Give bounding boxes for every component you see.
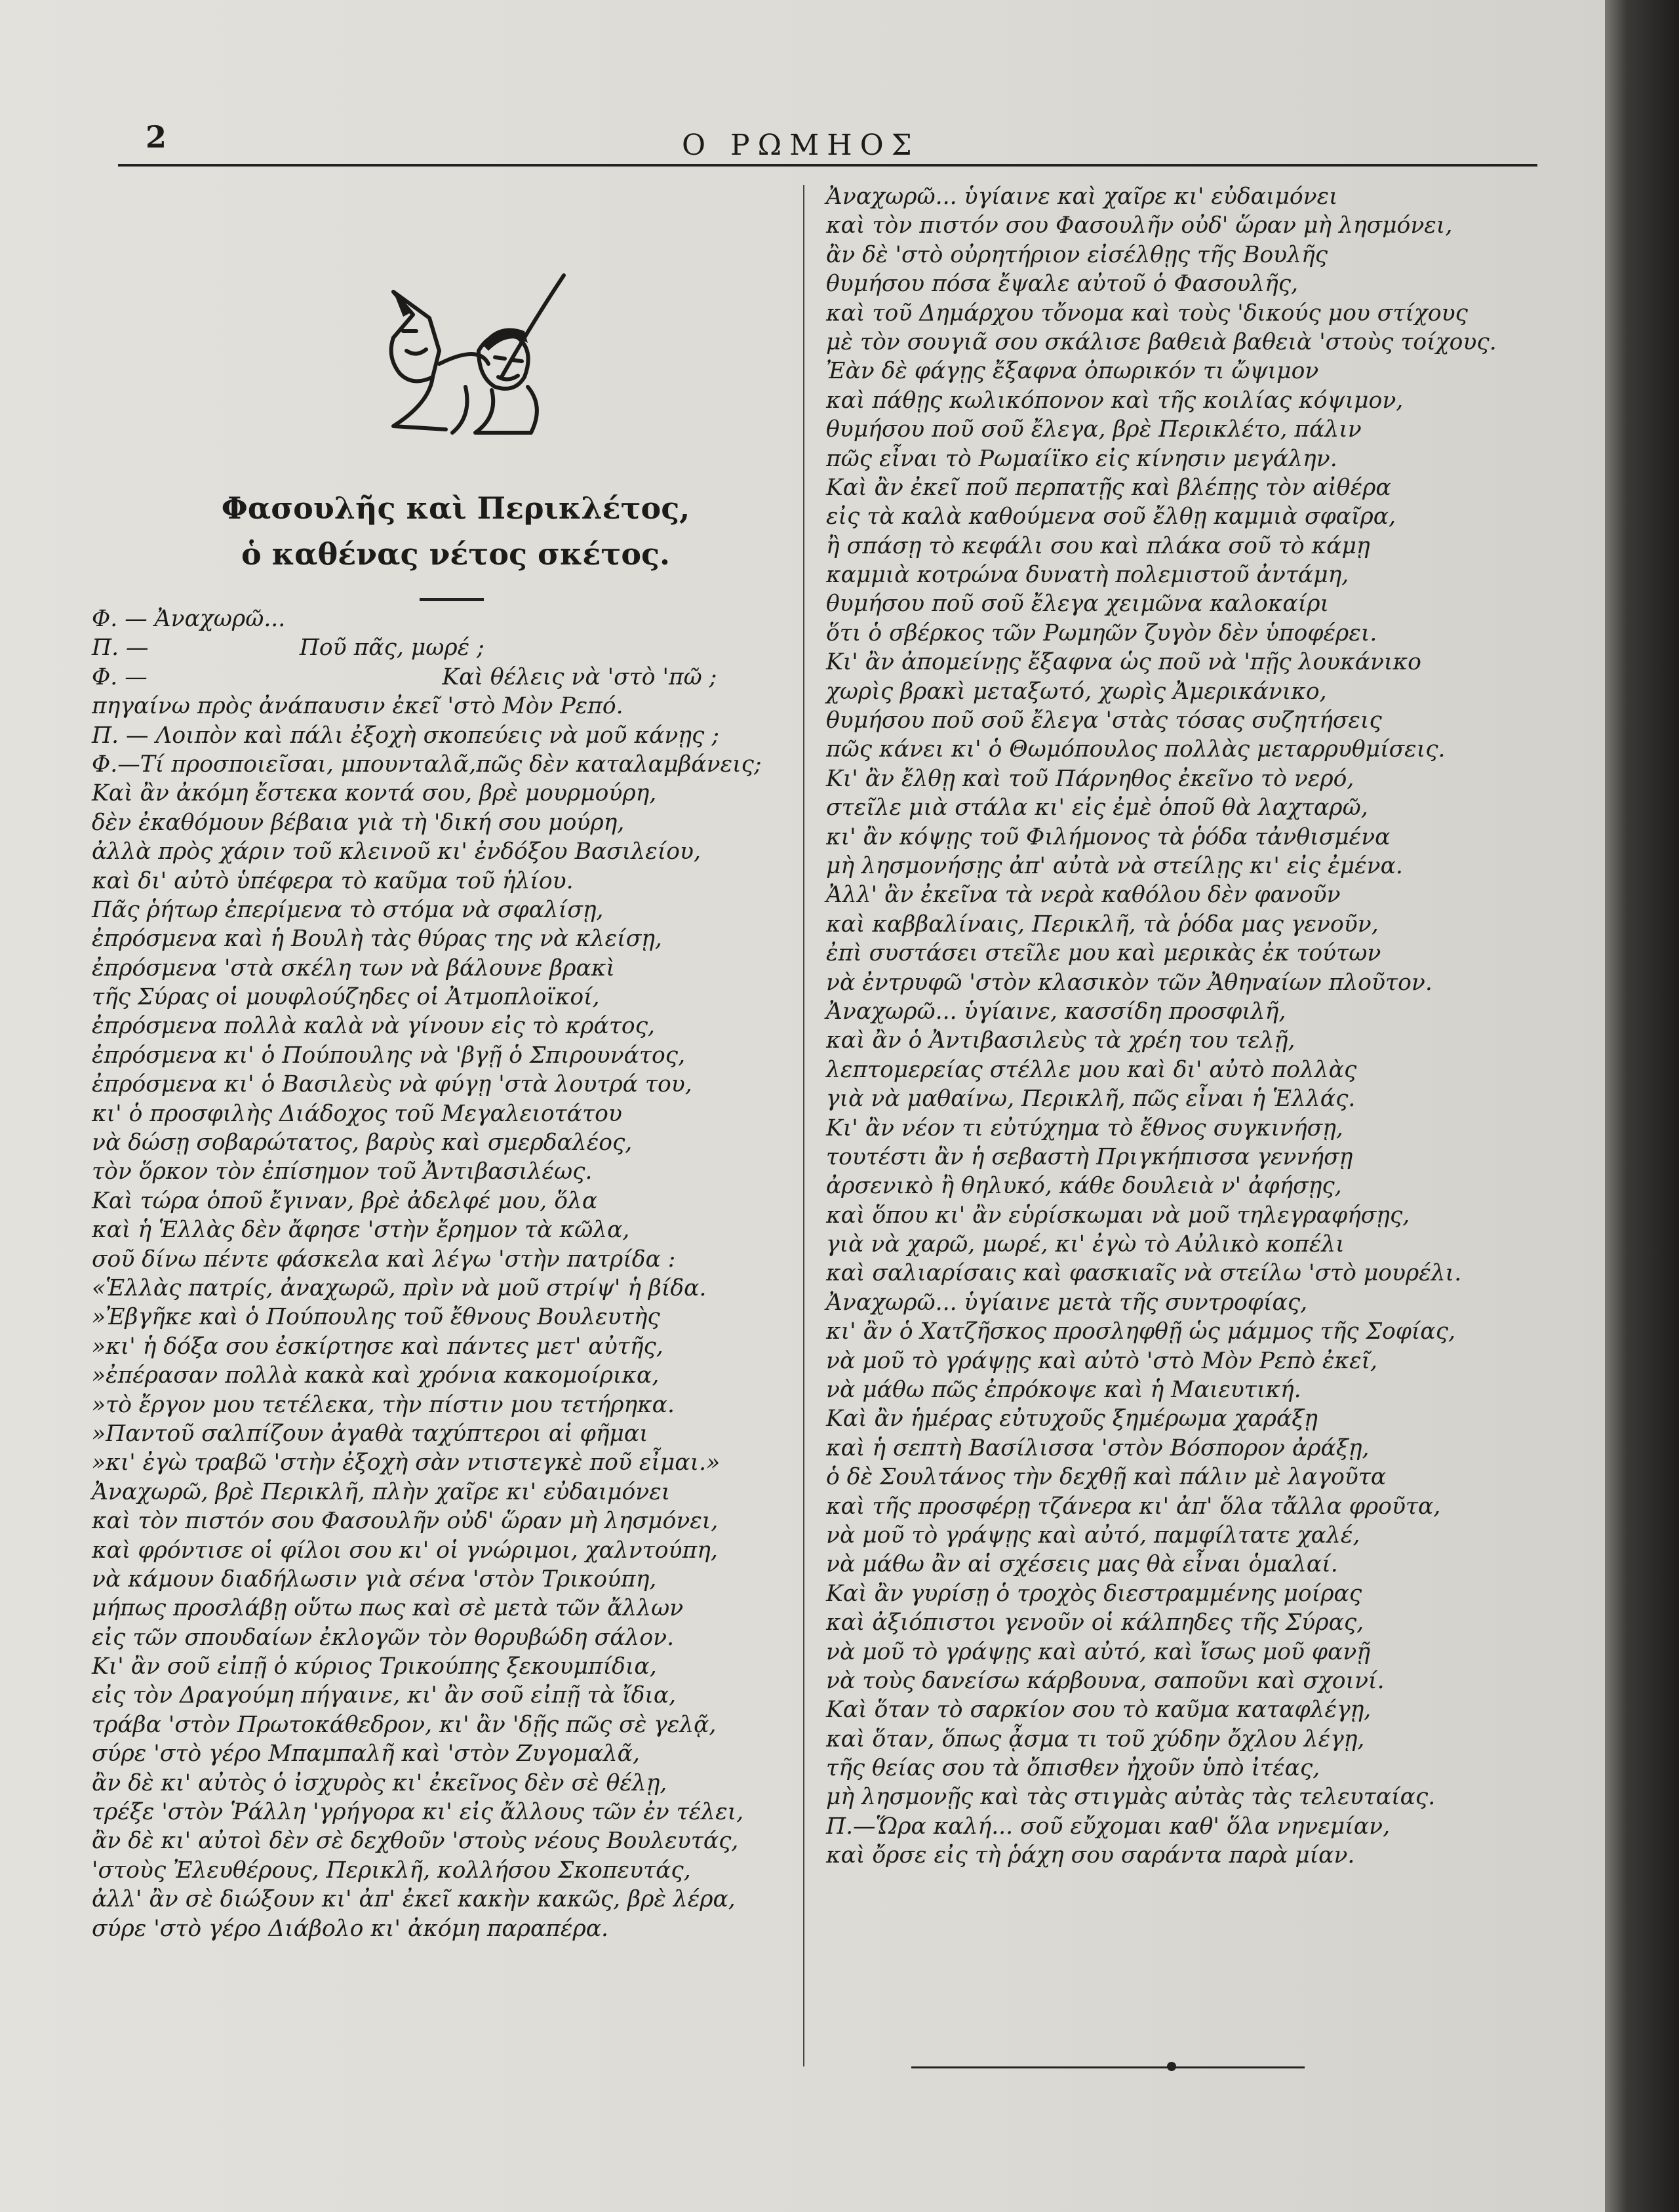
verse-line: δὲν ἐκαθόμουν βέβαια γιὰ τὴ 'δική σου μούρη, (92, 809, 625, 836)
verse-line: κι' ἂν κόψῃς τοῦ Φιλήμονος τὰ ῥόδα τἀνθισμένα (826, 823, 1391, 850)
verse-line: καὶ ὄρσε εἰς τὴ ῥάχη σου σαράντα παρὰ μίαν. (826, 1842, 1355, 1869)
right-column (826, 182, 1554, 1870)
verse-line: Φ.—Τί προσποιεῖσαι, μπουνταλᾶ,πῶς δὲν καταλαμβάνεις; (92, 751, 762, 778)
verse-line: εἰς τῶν σπουδαίων ἐκλογῶν τὸν θορυβώδη σάλον. (92, 1624, 675, 1651)
verse-line: τὸν ὅρκον τὸν ἐπίσημον τοῦ Ἀντιβασιλέως. (92, 1158, 593, 1185)
verse-line: Κι' ἂν ἀπομείνῃς ἔξαφνα ὡς ποῦ νὰ 'πῇς λουκάνικο (826, 649, 1421, 676)
verse-line: Κι' ἂν νέον τι εὐτύχημα τὸ ἔθνος συγκινήσῃ, (826, 1115, 1343, 1141)
verse-line: καὶ ἀξιόπιστοι γενοῦν οἱ κάλπηδες τῆς Σύρας, (826, 1610, 1364, 1636)
verse-line: Καὶ ἂν γυρίσῃ ὁ τροχὸς διεστραμμένης μοίρας (826, 1580, 1362, 1607)
verse-line: καὶ τὸν πιστόν σου Φασουλῆν οὐδ' ὥραν μὴ λησμόνει, (826, 212, 1453, 239)
verse-line: ἂν δὲ κι' αὐτὸς ὁ ἰσχυρὸς κι' ἐκεῖνος δὲν σὲ θέλῃ, (92, 1769, 667, 1796)
title-rule (420, 598, 484, 601)
verse-line: »τὸ ἔργον μου τετέλεκα, τὴν πίστιν μου τετήρηκα. (92, 1391, 675, 1418)
verse-line: γιὰ νὰ χαρῶ, μωρέ, κι' ἐγὼ τὸ Αὐλικὸ κοπέλι (826, 1231, 1345, 1258)
verse-line: καὶ δι' αὐτὸ ὑπέφερα τὸ καῦμα τοῦ ἡλίου. (92, 867, 574, 894)
verse-line: Καὶ ἂν ἐκεῖ ποῦ περπατῇς καὶ βλέπῃς τὸν αἰθέρα (826, 474, 1391, 501)
verse-line: νὰ κάμουν διαδήλωσιν γιὰ σένα 'στὸν Τρικούπη, (92, 1566, 657, 1592)
verse-line: »κι' ἡ δόξα σου ἐσκίρτησε καὶ πάντες μετ' αὐτῆς, (92, 1333, 663, 1360)
left-column (92, 604, 793, 1943)
verse-line: καὶ τοῦ Δημάρχου τὄνομα καὶ τοὺς 'δικούς μου στίχους (826, 300, 1468, 326)
verse-line: γιὰ νὰ μαθαίνω, Περικλῆ, πῶς εἶναι ἡ Ἑλλάς. (826, 1086, 1356, 1113)
verse-line: σύρε 'στὸ γέρο Μπαμπαλῆ καὶ 'στὸν Ζυγομαλᾶ, (92, 1741, 640, 1768)
verse-line: πηγαίνω πρὸς ἀνάπαυσιν ἐκεῖ 'στὸ Μὸν Ρεπό. (92, 693, 623, 720)
caricature-illustration (367, 266, 570, 443)
verse-line: ἀρσενικὸ ἢ θηλυκό, κάθε δουλειὰ ν' ἀφήσῃς, (826, 1173, 1342, 1200)
verse-line: λεπτομερείας στέλλε μου καὶ δι' αὐτὸ πολλὰς (826, 1056, 1357, 1083)
verse-line: ἂν δὲ κι' αὐτοὶ δὲν σὲ δεχθοῦν 'στοὺς νέους Βουλευτάς, (92, 1828, 739, 1855)
verse-line: νὰ μάθω ἂν αἱ σχέσεις μας θὰ εἶναι ὁμαλαί. (826, 1551, 1338, 1578)
verse-line: καὶ ἂν ὁ Ἀντιβασιλεὺς τὰ χρέη του τελῇ, (826, 1027, 1295, 1054)
verse-line: καὶ φρόντισε οἱ φίλοι σου κι' οἱ γνώριμοι, χαλντούπη, (92, 1537, 718, 1564)
end-ornament (1167, 2062, 1176, 2071)
page-number: 2 (146, 119, 167, 155)
verse-line: ἀλλ' ἂν σὲ διώξουν κι' ἀπ' ἐκεῖ κακὴν κακῶς, βρὲ λέρα, (92, 1886, 736, 1913)
verse-line: Ἀναχωρῶ... ὑγίαινε καὶ χαῖρε κι' εὐδαιμόνει (826, 184, 1338, 210)
verse-line: θυμήσου ποῦ σοῦ ἔλεγα, βρὲ Περικλέτο, πάλιν (826, 416, 1362, 443)
verse-line: ἐπρόσμενα 'στὰ σκέλη των νὰ βάλουνε βρακὶ (92, 955, 615, 981)
end-rule (911, 2066, 1305, 2068)
verse-line: ἐπρόσμενα πολλὰ καλὰ νὰ γίνουν εἰς τὸ κράτος, (92, 1013, 655, 1040)
verse-line: μὴ λησμονῇς καὶ τὰς στιγμὰς αὐτὰς τὰς τελευταίας. (826, 1784, 1436, 1811)
verse-line: πῶς κάνει κι' ὁ Θωμόπουλος πολλὰς μεταρρυθμίσεις. (826, 736, 1446, 763)
verse-line: ἀλλὰ πρὸς χάριν τοῦ κλεινοῦ κι' ἐνδόξου Βασιλείου, (92, 839, 701, 865)
running-title: Ο ΡΩΜΗΟΣ (682, 128, 920, 162)
article-title-line1: Φασουλῆς καὶ Περικλέτος, (221, 490, 690, 526)
verse-line: ἐπρόσμενα κι' ὁ Πούπουλης νὰ 'βγῇ ὁ Σπιρουνάτος, (92, 1042, 686, 1069)
verse-line: καὶ ὅταν, ὅπως ᾆσμα τι τοῦ χύδην ὄχλου λέγῃ, (826, 1726, 1365, 1752)
verse-line: καὶ τῆς προσφέρῃ τζάνερα κι' ἀπ' ὅλα τἄλλα φροῦτα, (826, 1493, 1441, 1520)
verse-line: εἰς τὰ καλὰ καθούμενα σοῦ ἔλθῃ καμμιὰ σφαῖρα, (826, 504, 1396, 530)
verse-line: θυμήσου ποῦ σοῦ ἔλεγα χειμῶνα καλοκαίρι (826, 591, 1330, 618)
verse-line: εἰς τὸν Δραγούμη πήγαινε, κι' ἂν σοῦ εἰπῇ τὰ ἴδια, (92, 1682, 677, 1709)
verse-line: Καὶ τώρα ὁποῦ ἔγιναν, βρὲ ἀδελφέ μου, ὅλα (92, 1187, 598, 1214)
verse-line: Φ. — Ἀναχωρῶ... (92, 606, 286, 632)
verse-line: καὶ καββαλίναις, Περικλῆ, τὰ ῥόδα μας γενοῦν, (826, 911, 1379, 938)
verse-line: Π.—Ὥρα καλή... σοῦ εὔχομαι καθ' ὅλα νηνεμίαν, (826, 1813, 1391, 1840)
verse-line: σύρε 'στὸ γέρο Διάβολο κι' ἀκόμη παραπέρα. (92, 1915, 608, 1942)
verse-line: Π. — Λοιπὸν καὶ πάλι ἐξοχὴ σκοπεύεις νὰ μοῦ κάνῃς ; (92, 722, 719, 749)
verse-line: μήπως προσλάβῃ οὕτω πως καὶ σὲ μετὰ τῶν ἄλλων (92, 1595, 684, 1622)
verse-line: νὰ μοῦ τὸ γράψῃς καὶ αὐτὸ 'στὸ Μὸν Ρεπὸ ἐκεῖ, (826, 1347, 1378, 1374)
verse-line: «Ἑλλὰς πατρίς, ἀναχωρῶ, πρὶν νὰ μοῦ στρίψ' ἡ βίδα. (92, 1274, 707, 1301)
verse-line: τρέξε 'στὸν Ῥάλλη 'γρήγορα κι' εἰς ἄλλους τῶν ἐν τέλει, (92, 1799, 744, 1826)
verse-line: τουτέστι ἂν ἡ σεβαστὴ Πριγκήπισσα γεννήσῃ (826, 1143, 1353, 1170)
header-rule (118, 164, 1537, 167)
verse-line: Ἀναχωρῶ, βρὲ Περικλῆ, πλὴν χαῖρε κι' εὐδαιμόνει (92, 1478, 671, 1505)
verse-line: σοῦ δίνω πέντε φάσκελα καὶ λέγω 'στὴν πατρίδα : (92, 1246, 676, 1273)
verse-line: χωρὶς βρακὶ μεταξωτό, χωρὶς Ἀμερικάνικο, (826, 678, 1327, 705)
binding-spine (1605, 0, 1679, 2212)
verse-line: 'στοὺς Ἐλευθέρους, Περικλῆ, κολλήσου Σκοπευτάς, (92, 1857, 691, 1884)
verse-line: καὶ πάθῃς κωλικόπονον καὶ τῆς κοιλίας κόψιμον, (826, 387, 1404, 414)
verse-line: τράβα 'στὸν Πρωτοκάθεδρον, κι' ἂν 'δῇς πῶς σὲ γελᾷ, (92, 1711, 717, 1738)
verse-line: μὲ τὸν σουγιᾶ σου σκάλισε βαθειὰ βαθειὰ 'στοὺς τοίχους. (826, 328, 1497, 355)
verse-line: στεῖλε μιὰ στάλα κι' εἰς ἐμὲ ὁποῦ θὰ λαχταρῶ, (826, 795, 1368, 821)
verse-line: Κι' ἂν σοῦ εἰπῇ ὁ κύριος Τρικούπης ξεκουμπίδια, (92, 1653, 657, 1680)
verse-line: νὰ δώσῃ σοβαρώτατος, βαρὺς καὶ σμερδαλέος, (92, 1130, 633, 1156)
verse-line: κι' ἂν ὁ Χατζῆσκος προσληφθῇ ὡς μάμμος τῆς Σοφίας, (826, 1318, 1456, 1345)
verse-line: θυμήσου ποῦ σοῦ ἔλεγα 'στὰς τόσας συζητήσεις (826, 707, 1382, 734)
verse-line: θυμήσου πόσα ἔψαλε αὐτοῦ ὁ Φασουλῆς, (826, 271, 1299, 298)
verse-line: νὰ τοὺς δανείσω κάρβουνα, σαποῦνι καὶ σχοινί. (826, 1667, 1385, 1694)
verse-line: ἢ σπάσῃ τὸ κεφάλι σου καὶ πλάκα σοῦ τὸ κάμῃ (826, 532, 1370, 559)
verse-line: νὰ μοῦ τὸ γράψῃς καὶ αὐτό, καὶ ἴσως μοῦ φανῇ (826, 1638, 1371, 1665)
verse-line: καὶ τὸν πιστόν σου Φασουλῆν οὐδ' ὥραν μὴ λησμόνει, (92, 1508, 719, 1535)
verse-line: νὰ μάθω πῶς ἐπρόκοψε καὶ ἡ Μαιευτική. (826, 1377, 1301, 1404)
verse-line: τῆς Σύρας οἱ μουφλούζηδες οἱ Ἀτμοπλοϊκοί, (92, 984, 600, 1011)
verse-line: νὰ μοῦ τὸ γράψῃς καὶ αὐτό, παμφίλτατε χαλέ, (826, 1522, 1360, 1549)
verse-line: Ἀναχωρῶ... ὑγίαινε μετὰ τῆς συντροφίας, (826, 1289, 1308, 1316)
verse-line: νὰ ἐντρυφῶ 'στὸν κλασικὸν τῶν Ἀθηναίων πλοῦτον. (826, 969, 1432, 996)
verse-line: καὶ ὅπου κι' ἂν εὑρίσκωμαι νὰ μοῦ τηλεγραφήσῃς, (826, 1202, 1410, 1229)
verse-line: ἐπρόσμενα καὶ ἡ Βουλὴ τὰς θύρας της νὰ κλείσῃ, (92, 926, 662, 953)
verse-line: »ἐπέρασαν πολλὰ κακὰ καὶ χρόνια κακομοίρικα, (92, 1362, 660, 1389)
verse-line: Ἐὰν δὲ φάγῃς ἔξαφνα ὀπωρικόν τι ὤψιμον (826, 358, 1319, 385)
article-title-line2: ὁ καθένας νέτος σκέτος. (241, 536, 671, 572)
verse-line: Καὶ ὅταν τὸ σαρκίον σου τὸ καῦμα καταφλέγῃ, (826, 1697, 1372, 1724)
column-divider (803, 185, 804, 2066)
verse-line: ἐπὶ συστάσει στεῖλε μου καὶ μερικὰς ἐκ τούτων (826, 940, 1381, 967)
verse-line: Ἀλλ' ἂν ἐκεῖνα τὰ νερὰ καθόλου δὲν φανοῦν (826, 882, 1341, 909)
verse-line: Ἀναχωρῶ... ὑγίαινε, κασσίδη προσφιλῆ, (826, 998, 1286, 1025)
verse-line: καὶ σαλιαρίσαις καὶ φασκιαῖς νὰ στείλω 'στὸ μουρέλι. (826, 1260, 1462, 1287)
verse-line: Πᾶς ῥήτωρ ἐπερίμενα τὸ στόμα νὰ σφαλίσῃ, (92, 896, 604, 923)
verse-line: »Παντοῦ σαλπίζουν ἀγαθὰ ταχύπτεροι αἱ φῆμαι (92, 1420, 648, 1447)
verse-line: καὶ ἡ Ἑλλὰς δὲν ἄφησε 'στὴν ἔρημον τὰ κῶλα, (92, 1217, 630, 1244)
verse-line: Καὶ ἂν ἀκόμη ἔστεκα κοντά σου, βρὲ μουρμούρη, (92, 780, 657, 807)
verse-line: Καὶ ἂν ἡμέρας εὐτυχοῦς ξημέρωμα χαράξῃ (826, 1406, 1318, 1432)
verse-line: ὅτι ὁ σβέρκος τῶν Ρωμηῶν ζυγὸν δὲν ὑποφέρει. (826, 620, 1377, 646)
verse-line: ἂν δὲ 'στὸ οὐρητήριον εἰσέλθῃς τῆς Βουλῆς (826, 241, 1328, 268)
verse-line: κι' ὁ προσφιλὴς Διάδοχος τοῦ Μεγαλειοτάτου (92, 1100, 622, 1127)
verse-line: πῶς εἶναι τὸ Ρωμαίϊκο εἰς κίνησιν μεγάλην. (826, 445, 1337, 472)
verse-line: Φ. — Καὶ θέλεις νὰ 'στὸ 'πῶ ; (92, 663, 717, 690)
verse-line: »κι' ἐγὼ τραβῶ 'στὴν ἐξοχὴ σὰν ντιστεγκὲ ποῦ εἶμαι.» (92, 1450, 721, 1476)
verse-line: »Ἐβγῆκε καὶ ὁ Πούπουλης τοῦ ἔθνους Βουλευτὴς (92, 1304, 660, 1331)
verse-line: μὴ λησμονήσῃς ἀπ' αὐτὰ νὰ στείλῃς κι' εἰς ἐμένα. (826, 852, 1403, 879)
verse-line: καμμιὰ κοτρώνα δυνατὴ πολεμιστοῦ ἀντάμη, (826, 562, 1349, 589)
verse-line: Κι' ἂν ἔλθῃ καὶ τοῦ Πάρνηθος ἐκεῖνο τὸ νερό, (826, 765, 1354, 792)
verse-line: Π. — Ποῦ πᾶς, μωρέ ; (92, 635, 484, 662)
verse-line: ἐπρόσμενα κι' ὁ Βασιλεὺς νὰ φύγῃ 'στὰ λουτρά του, (92, 1071, 692, 1098)
verse-line: τῆς θείας σου τὰ ὄπισθεν ἠχοῦν ὑπὸ ἰτέας, (826, 1755, 1320, 1782)
verse-line: ὁ δὲ Σουλτάνος τὴν δεχθῇ καὶ πάλιν μὲ λαγοῦτα (826, 1464, 1387, 1491)
verse-line: καὶ ἡ σεπτὴ Βασίλισσα 'στὸν Βόσπορον ἀράξῃ, (826, 1434, 1370, 1461)
